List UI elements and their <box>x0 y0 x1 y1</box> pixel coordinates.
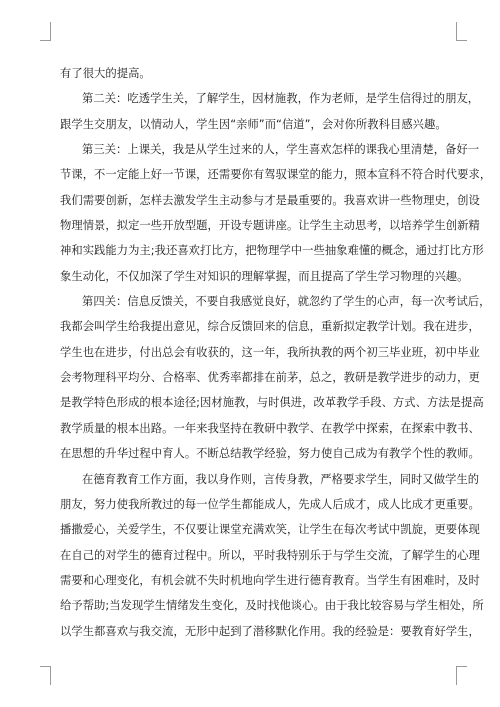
text-line: 朋友，努力使我所教过的每一位学生都能成人，先成人后成才，成人比成才更重要。 <box>60 497 480 511</box>
text-line: 我们需要创新，怎样去激发学生主动参与才是最重要的。我喜欢讲一些物理史，创设 <box>60 193 480 207</box>
text-line: 节课，不一定能上好一节课，还需要你有驾驭课堂的能力，照本宣科不符合时代要求， <box>60 168 492 182</box>
text-line: 神和实践能力为主;我还喜欢打比方，把物理学中一些抽象难懂的概念，通过打比方形 <box>60 244 484 258</box>
text-line: 需要和心理变化，有机会就不失时机地向学生进行德育教育。当学生有困难时，及时 <box>60 573 480 587</box>
text-line: 教学质量的根本出路。一年来我坚持在教研中教学、在教学中探索，在探索中教书、 <box>60 421 480 435</box>
text-line: 会考物理科平均分、合格率、优秀率都排在前茅，总之，教研是教学进步的动力，更 <box>60 371 480 385</box>
text-line: 是教学特色形成的根本途径;因材施教，与时俱进，改革教学手段、方式、方法是提高 <box>60 396 484 410</box>
crop-mark-bottom-right <box>456 666 467 685</box>
text-line: 物理情景，拟定一些开放型题，开设专题讲座。让学生主动思考，以培养学生创新精 <box>60 219 480 233</box>
text-line: 在思想的升华过程中育人。不断总结教学经验，努力使自己成为有教学个性的教师。 <box>60 447 480 461</box>
text-line: 跟学生交朋友，以情动人，学生因“亲师”而“信道”，会对你所教科目感兴趣。 <box>60 117 447 131</box>
text-line: 有了很大的提高。 <box>60 67 151 80</box>
document-body <box>60 61 492 644</box>
text-line: 第二关：吃透学生关，了解学生，因材施教，作为老师，是学生信得过的朋友， <box>82 92 480 106</box>
text-line: 在自己的对学生的德育过程中。所以，平时我特别乐于与学生交流，了解学生的心理 <box>60 548 480 562</box>
text-line: 播撒爱心，关爱学生，不仅要让课堂充满欢笑，让学生在每次考试中凯旋，更要体现 <box>60 523 480 537</box>
text-line: 第三关：上课关，我是从学生过来的人，学生喜欢怎样的课我心里清楚，备好一 <box>82 143 480 157</box>
text-line: 第四关：信息反馈关，不要自我感觉良好，就忽约了学生的心声，每一次考试后， <box>82 295 491 309</box>
text-line: 在德育教育工作方面，我以身作则，言传身教，严格要求学生，同时又做学生的 <box>82 472 480 486</box>
text-line: 象生动化，不仅加深了学生对知识的理解掌握，而且提高了学生学习物理的兴趣。 <box>60 269 469 283</box>
text-line: 我都会叫学生给我提出意见，综合反馈回来的信息，重新拟定教学计划。我在进步， <box>60 320 480 334</box>
crop-mark-bottom-left <box>40 666 51 685</box>
crop-mark-top-right <box>456 22 467 41</box>
text-line: 学生也在进步，付出总会有收获的，这一年，我所执教的两个初三毕业班，初中毕业 <box>60 345 480 359</box>
crop-mark-top-left <box>40 22 51 41</box>
text-line: 给予帮助;当发现学生情绪发生变化，及时找他谈心。由于我比较容易与学生相处，所 <box>60 599 484 613</box>
text-line: 以学生都喜欢与我交流，无形中起到了潜移默化作用。我的经验是：要教育好学生， <box>60 624 480 638</box>
